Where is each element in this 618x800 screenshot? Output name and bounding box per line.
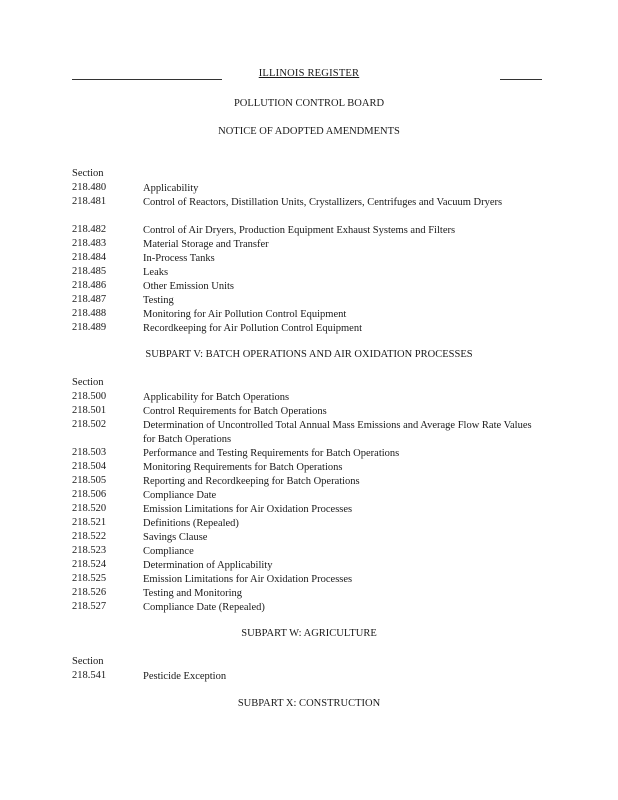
board-name: POLLUTION CONTROL BOARD [233, 98, 385, 109]
section-number: 218.487 [72, 294, 107, 305]
section-number: 218.541 [72, 670, 107, 681]
section-title: Other Emission Units [143, 281, 234, 292]
section-number: 218.482 [72, 224, 107, 235]
section-number: 218.501 [72, 405, 107, 416]
section-number: 218.502 [72, 419, 107, 430]
section-title: Leaks [143, 267, 169, 278]
section-title: Compliance Date (Repealed) [143, 602, 265, 613]
section-title: Control Requirements for Batch Operations [143, 406, 327, 417]
section-title: Reporting and Recordkeeping for Batch Operations [143, 476, 360, 487]
section-number: 218.520 [72, 503, 107, 514]
section-title: Applicability [143, 183, 199, 194]
section-number: 218.483 [72, 238, 107, 249]
section-number: 218.505 [72, 475, 107, 486]
section-number: 218.484 [72, 252, 107, 263]
section-title: Testing and Monitoring [143, 588, 243, 599]
section-title: Material Storage and Transfer [143, 239, 269, 250]
section-title: In-Process Tanks [143, 253, 215, 264]
section-number: 218.521 [72, 517, 107, 528]
section-label: Section [72, 168, 104, 179]
header-rule-right [500, 79, 542, 80]
notice-title: NOTICE OF ADOPTED AMENDMENTS [218, 126, 400, 137]
section-title: Monitoring for Air Pollution Control Equipment [143, 309, 347, 320]
subpart-w-heading: SUBPART W: AGRICULTURE [241, 628, 377, 639]
section-label: Section [72, 377, 104, 388]
subpart-x-heading: SUBPART X: CONSTRUCTION [237, 698, 381, 709]
section-number: 218.506 [72, 489, 107, 500]
section-number: 218.503 [72, 447, 107, 458]
section-number: 218.527 [72, 601, 107, 612]
section-title: Emission Limitations for Air Oxidation Processes [143, 504, 353, 515]
section-number: 218.488 [72, 308, 107, 319]
register-title: ILLINOIS REGISTER [258, 68, 360, 79]
section-title: Applicability for Batch Operations [143, 392, 290, 403]
section-title: Savings Clause [143, 532, 208, 543]
section-number: 218.489 [72, 322, 107, 333]
section-title: Compliance [143, 546, 194, 557]
section-number: 218.523 [72, 545, 107, 556]
section-label: Section [72, 656, 104, 667]
section-number: 218.526 [72, 587, 107, 598]
section-number: 218.500 [72, 391, 107, 402]
section-title: Determination of Uncontrolled Total Annual Mass Emissions and Average Flow Rate Values for Batch Operations [143, 420, 532, 445]
section-number: 218.480 [72, 182, 107, 193]
section-title: Control of Air Dryers, Production Equipment Exhaust Systems and Filters [143, 225, 456, 236]
subpart-v-heading: SUBPART V: BATCH OPERATIONS AND AIR OXIDATION PROCESSES [145, 349, 473, 360]
section-title: Monitoring Requirements for Batch Operations [143, 462, 343, 473]
section-number: 218.486 [72, 280, 107, 291]
section-number: 218.504 [72, 461, 107, 472]
section-title: Performance and Testing Requirements for Batch Operations [143, 448, 400, 459]
section-title: Pesticide Exception [143, 671, 227, 682]
section-title: Emission Limitations for Air Oxidation Processes [143, 574, 353, 585]
section-title: Testing [143, 295, 174, 306]
section-number: 218.522 [72, 531, 107, 542]
section-title: Control of Reactors, Distillation Units, Crystallizers, Centrifuges and Vacuum Dryers [143, 197, 503, 208]
section-title: Definitions (Repealed) [143, 518, 239, 529]
section-title: Determination of Applicability [143, 560, 273, 571]
section-title: Recordkeeping for Air Pollution Control Equipment [143, 323, 363, 334]
section-title: Compliance Date [143, 490, 217, 501]
section-number: 218.485 [72, 266, 107, 277]
section-number: 218.481 [72, 196, 107, 207]
header-rule-left [72, 79, 222, 80]
section-number: 218.524 [72, 559, 107, 570]
section-number: 218.525 [72, 573, 107, 584]
